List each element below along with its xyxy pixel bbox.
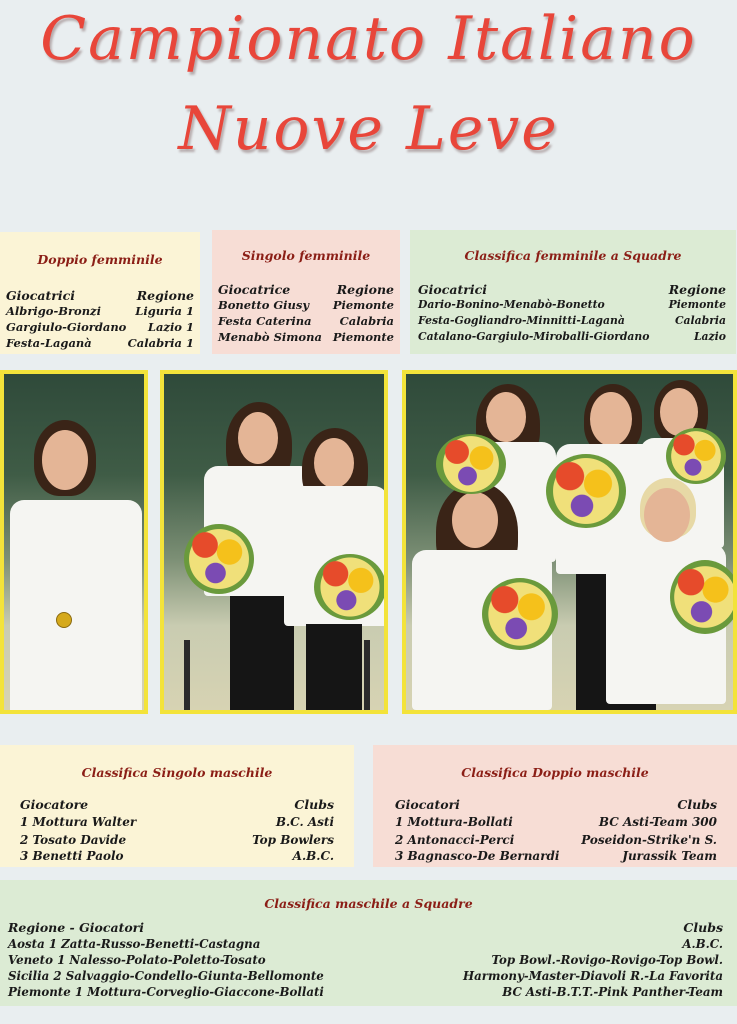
table-row: Aosta 1 Zatta-Russo-Benetti-Castagna A.B.C. xyxy=(8,937,723,951)
table-header: Giocatrice Regione xyxy=(218,282,394,297)
table-row: Sicilia 2 Salvaggio-Condello-Giunta-Bellomonte Harmony-Master-Diavoli R.-La Favorita xyxy=(8,969,723,983)
table-row: 2 Antonacci-Perci Poseidon-Strike'n S. xyxy=(395,833,717,847)
table-row: Veneto 1 Nalesso-Polato-Poletto-Tosato Top Bowl.-Rovigo-Rovigo-Top Bowl. xyxy=(8,953,723,967)
table-header: Giocatore Clubs xyxy=(20,797,334,812)
flower-bouquet xyxy=(436,434,506,494)
table-row: Gargiulo-Giordano Lazio 1 xyxy=(6,320,194,334)
page-title-line2: Nuove Leve xyxy=(178,94,559,164)
flower-bouquet xyxy=(546,454,626,528)
table-row: 2 Tosato Davide Top Bowlers xyxy=(20,833,334,847)
doppio-femminile-box xyxy=(0,232,200,354)
table-row: Festa-Laganà Calabria 1 xyxy=(6,336,194,350)
box-title: Doppio femminile xyxy=(37,252,163,267)
player-figure xyxy=(274,374,388,714)
table-row: Festa-Gogliandro-Minnitti-Laganà Calabria xyxy=(418,314,726,327)
box-title: Classifica Doppio maschile xyxy=(461,765,649,780)
singolo-femminile-box xyxy=(212,230,400,354)
table-header: Giocatrici Regione xyxy=(6,288,194,303)
table-row: 1 Mottura Walter B.C. Asti xyxy=(20,815,334,829)
photo-squadre-winners xyxy=(402,370,737,714)
box-title: Classifica femminile a Squadre xyxy=(464,248,682,263)
table-row: 3 Bagnasco-De Bernardi Jurassik Team xyxy=(395,849,717,863)
photo-doppio-winners xyxy=(160,370,388,714)
box-title: Classifica maschile a Squadre xyxy=(264,896,473,911)
player-figure xyxy=(412,374,552,714)
table-header: Regione - Giocatori Clubs xyxy=(8,920,723,935)
singolo-maschile-box xyxy=(0,745,354,867)
player-figure xyxy=(596,374,736,714)
table-row: Albrigo-Bronzi Liguria 1 xyxy=(6,304,194,318)
table-header: Giocatrici Regione xyxy=(418,282,726,297)
box-title: Classifica Singolo maschile xyxy=(81,765,273,780)
table-header: Giocatori Clubs xyxy=(395,797,717,812)
squadre-maschile-box xyxy=(0,880,737,1006)
photo-singolo-winner xyxy=(0,370,148,714)
table-row: 3 Benetti Paolo A.B.C. xyxy=(20,849,334,863)
player-figure xyxy=(4,374,148,714)
table-row: Menabò Simona Piemonte xyxy=(218,330,394,344)
table-row: Catalano-Gargiulo-Miroballi-Giordano Lazio xyxy=(418,330,726,343)
box-title: Singolo femminile xyxy=(241,248,371,263)
table-row: Dario-Bonino-Menabò-Bonetto Piemonte xyxy=(418,298,726,311)
table-row: Piemonte 1 Mottura-Corveglio-Giaccone-Bollati BC Asti-B.T.T.-Pink Panther-Team xyxy=(8,985,723,999)
table-row: Festa Caterina Calabria xyxy=(218,314,394,328)
table-row: 1 Mottura-Bollati BC Asti-Team 300 xyxy=(395,815,717,829)
doppio-maschile-box xyxy=(373,745,737,867)
page-title-line1: Campionato Italiano xyxy=(40,4,697,74)
table-row: Bonetto Giusy Piemonte xyxy=(218,298,394,312)
squadre-femminile-box xyxy=(410,230,736,354)
player-figure xyxy=(164,374,284,714)
